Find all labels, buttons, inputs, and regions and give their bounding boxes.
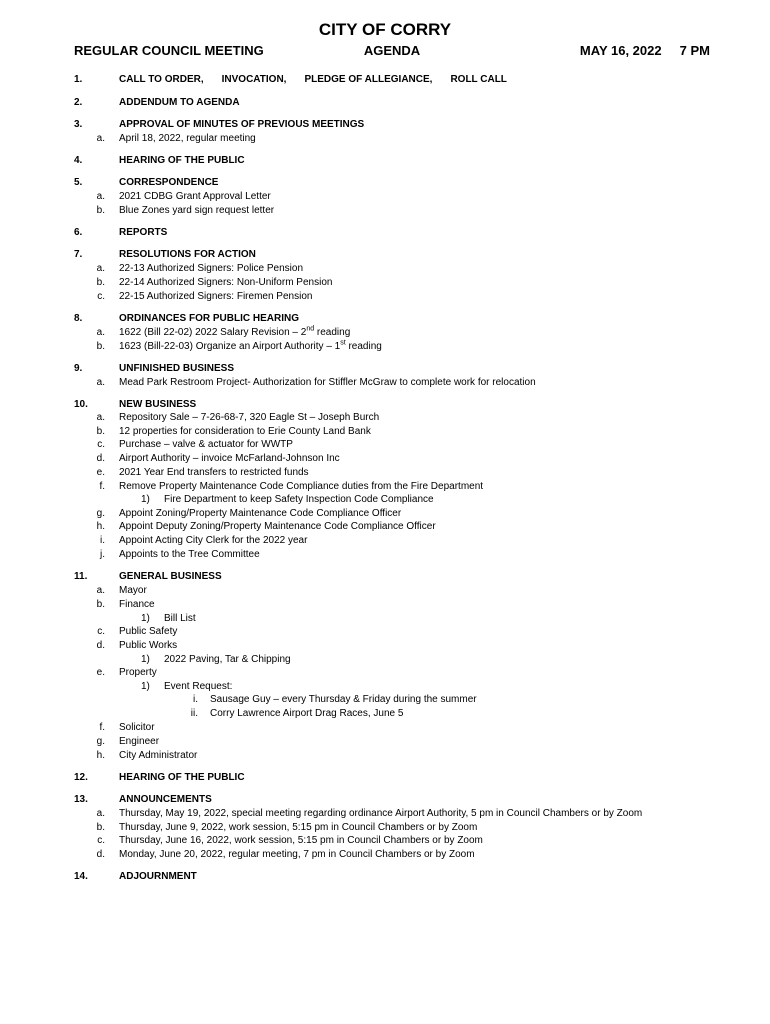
sub-item: Appoint Acting City Clerk for the 2022 year — [119, 535, 308, 546]
sub-letter: a. — [96, 808, 105, 819]
item-number: 14. — [74, 871, 88, 882]
item-heading: NEW BUSINESS — [119, 399, 197, 410]
sub-sub-item: 2022 Paving, Tar & Chipping — [164, 654, 291, 665]
item-number: 7. — [74, 249, 83, 260]
sub-letter: a. — [96, 191, 105, 202]
item-number: 10. — [74, 399, 88, 410]
sub-letter: a. — [96, 377, 105, 388]
sub-letter: c. — [97, 291, 105, 302]
sub-sub-item: Fire Department to keep Safety Inspection Code Compliance — [164, 494, 434, 505]
sub-item: Engineer — [119, 736, 160, 747]
item-number: 2. — [74, 97, 83, 108]
sub-number: 1) — [141, 494, 150, 505]
sub-letter: c. — [97, 626, 105, 637]
sub-letter: b. — [96, 341, 105, 352]
sub-item: Public Works — [119, 640, 178, 651]
sub-item: Remove Property Maintenance Code Compliance duties from the Fire Department — [119, 481, 484, 492]
item-heading: UNFINISHED BUSINESS — [119, 363, 235, 374]
sub-item: 2021 Year End transfers to restricted funds — [119, 467, 309, 478]
sub-letter: d. — [96, 849, 105, 860]
meeting-type: REGULAR COUNCIL MEETING — [74, 43, 264, 58]
item-number: 5. — [74, 177, 83, 188]
sub-letter: g. — [96, 508, 105, 519]
sub-letter: e. — [96, 467, 105, 478]
sub-letter: h. — [96, 521, 105, 532]
item-number: 12. — [74, 772, 88, 783]
sub-letter: a. — [96, 327, 105, 338]
sub-letter: a. — [96, 263, 105, 274]
sub-item: Thursday, June 9, 2022, work session, 5:15 pm in Council Chambers or by Zoom — [119, 822, 478, 833]
sub-number: 1) — [141, 681, 150, 692]
roman-numeral: ii. — [190, 708, 198, 719]
sub-item: Airport Authority – invoice McFarland-Johnson Inc — [119, 453, 340, 464]
sub-item: 22-13 Authorized Signers: Police Pension — [119, 263, 304, 274]
ordinance-text: 1622 (Bill 22-02) 2022 Salary Revision – 2 — [119, 327, 307, 338]
sub-letter: h. — [96, 750, 105, 761]
sub-item: 2021 CDBG Grant Approval Letter — [119, 191, 271, 202]
roman-numeral: i. — [193, 694, 198, 705]
item-heading: HEARING OF THE PUBLIC — [119, 155, 245, 166]
sub-letter: b. — [96, 205, 105, 216]
sub-letter: a. — [96, 133, 105, 144]
ordinance-text-end: reading — [314, 327, 351, 338]
item-number: 9. — [74, 363, 83, 374]
roll-call: ROLL CALL — [450, 74, 507, 85]
sub-item — [119, 327, 350, 338]
item-number: 3. — [74, 119, 83, 130]
sub-letter: c. — [97, 835, 105, 846]
call-to-order: CALL TO ORDER, — [119, 74, 204, 85]
sub-item: Repository Sale – 7-26-68-7, 320 Eagle St – Joseph Burch — [119, 412, 380, 423]
sub-sub-item: Event Request: — [164, 681, 233, 692]
sub-letter: d. — [96, 453, 105, 464]
sub-item: 12 properties for consideration to Erie County Land Bank — [119, 426, 371, 437]
sub-letter: b. — [96, 426, 105, 437]
item-number: 6. — [74, 227, 83, 238]
item-number: 4. — [74, 155, 83, 166]
item-heading: APPROVAL OF MINUTES OF PREVIOUS MEETINGS — [119, 119, 365, 130]
sub-letter: i. — [100, 535, 105, 546]
sub-item: 22-14 Authorized Signers: Non-Uniform Pension — [119, 277, 333, 288]
item-number: 11. — [74, 571, 88, 582]
item-heading: HEARING OF THE PUBLIC — [119, 772, 245, 783]
sub-letter: e. — [96, 667, 105, 678]
sub-item: Public Safety — [119, 626, 178, 637]
sub-item: April 18, 2022, regular meeting — [119, 133, 256, 144]
sub-item: Finance — [119, 599, 155, 610]
ordinance-text-end: reading — [345, 341, 382, 352]
sub-number: 1) — [141, 613, 150, 624]
item-heading: GENERAL BUSINESS — [119, 571, 222, 582]
pledge: PLEDGE OF ALLEGIANCE, — [304, 74, 433, 85]
sub-item: Appoint Zoning/Property Maintenance Code Compliance Officer — [119, 508, 402, 519]
sub-letter: c. — [97, 439, 105, 450]
ordinance-text: 1623 (Bill-22-03) Organize an Airport Authority – 1 — [119, 341, 341, 352]
sub-item: Thursday, May 19, 2022, special meeting regarding ordinance Airport Authority, 5 pm in Council Chambers or by Zoom — [119, 808, 643, 819]
sub-item: City Administrator — [119, 750, 198, 761]
sub-letter: b. — [96, 277, 105, 288]
item-number: 1. — [74, 74, 83, 85]
item-heading: ANNOUNCEMENTS — [119, 794, 212, 805]
sub-item: Solicitor — [119, 722, 155, 733]
item-heading: ADDENDUM TO AGENDA — [119, 97, 240, 108]
sub-sub-item: Bill List — [164, 613, 196, 624]
sub-item: Mayor — [119, 585, 147, 596]
page-title: CITY OF CORRY — [318, 20, 452, 39]
sub-letter: d. — [96, 640, 105, 651]
sub-letter: b. — [96, 599, 105, 610]
sub-letter: b. — [96, 822, 105, 833]
sub-letter: f. — [99, 481, 105, 492]
sub-letter: a. — [96, 412, 105, 423]
event-item: Corry Lawrence Airport Drag Races, June 5 — [210, 708, 404, 719]
sub-item: Property — [119, 667, 157, 678]
meeting-date: MAY 16, 2022 7 PM — [579, 43, 710, 58]
event-item: Sausage Guy – every Thursday & Friday during the summer — [210, 694, 477, 705]
item-heading: RESOLUTIONS FOR ACTION — [119, 249, 256, 260]
call-to-order-line — [119, 74, 525, 85]
item-number: 13. — [74, 794, 88, 805]
sub-item: Thursday, June 16, 2022, work session, 5:15 pm in Council Chambers or by Zoom — [119, 835, 483, 846]
sub-item: Appoint Deputy Zoning/Property Maintenance Code Compliance Officer — [119, 521, 436, 532]
sub-item: Mead Park Restroom Project- Authorization for Stiffler McGraw to complete work for relocation — [119, 377, 536, 388]
sub-item — [119, 341, 382, 352]
sub-letter: f. — [99, 722, 105, 733]
item-heading: CORRESPONDENCE — [119, 177, 219, 188]
sub-letter: g. — [96, 736, 105, 747]
sub-item: Monday, June 20, 2022, regular meeting, 7 pm in Council Chambers or by Zoom — [119, 849, 475, 860]
ordinal-suffix: nd — [306, 325, 315, 333]
item-heading: REPORTS — [119, 227, 168, 238]
item-heading: ADJOURNMENT — [119, 871, 197, 882]
sub-item: Appoints to the Tree Committee — [119, 549, 260, 560]
invocation: INVOCATION, — [221, 74, 287, 85]
sub-item: 22-15 Authorized Signers: Firemen Pension — [119, 291, 313, 302]
item-number: 8. — [74, 313, 83, 324]
sub-letter: j. — [100, 549, 105, 560]
ordinal-suffix: st — [340, 339, 346, 347]
sub-number: 1) — [141, 654, 150, 665]
agenda-label: AGENDA — [363, 43, 421, 58]
item-heading: ORDINANCES FOR PUBLIC HEARING — [119, 313, 300, 324]
sub-item: Blue Zones yard sign request letter — [119, 205, 275, 216]
sub-letter: a. — [96, 585, 105, 596]
sub-item: Purchase – valve & actuator for WWTP — [119, 439, 293, 450]
